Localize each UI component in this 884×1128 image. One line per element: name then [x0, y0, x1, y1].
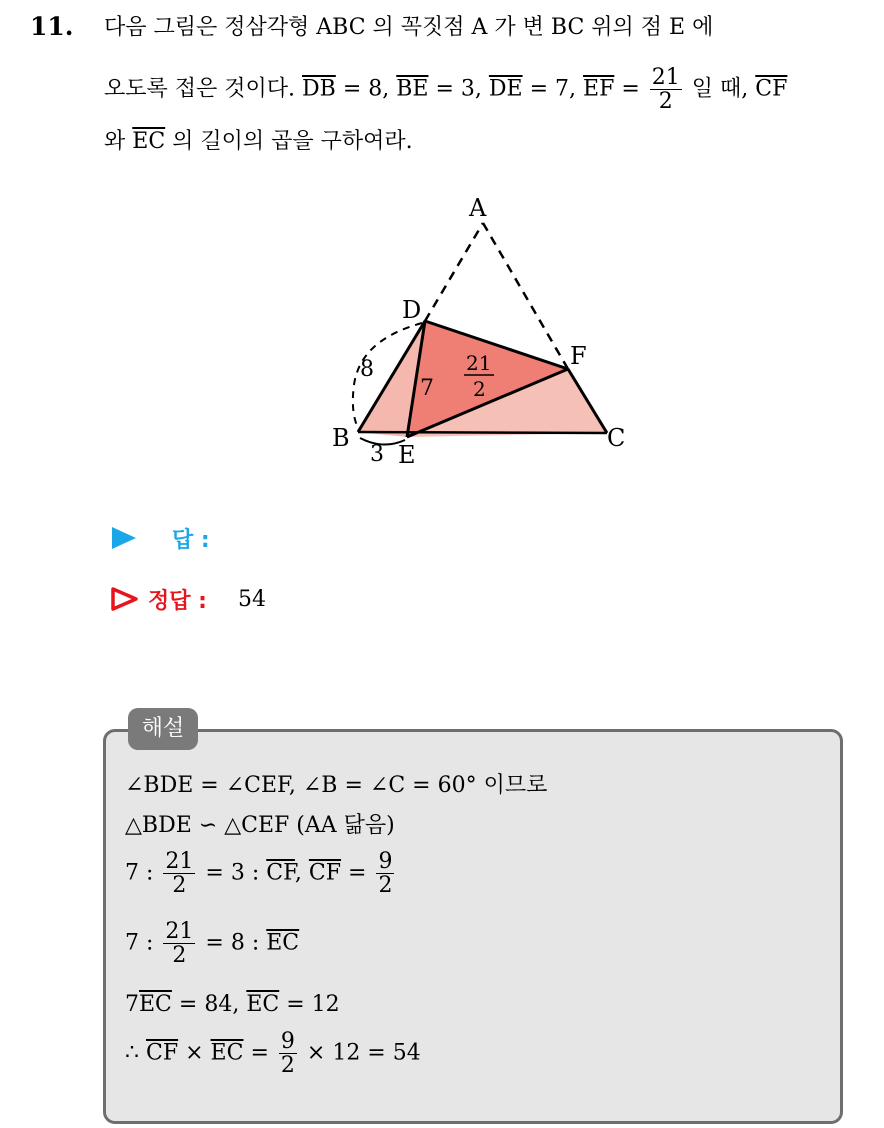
label-d: D: [402, 296, 422, 324]
question-text: 의 길이의 곱을 구하여라.: [172, 129, 413, 154]
fraction-numerator: 9: [378, 849, 393, 874]
value-be: = 3,: [435, 76, 482, 102]
solution-text: = 12: [286, 992, 340, 1017]
correct-arrow-icon: [110, 586, 140, 612]
segment-ec: $\overline{EC}$: [139, 992, 172, 1017]
length-ef-numerator: 21: [466, 351, 492, 375]
fraction: [163, 850, 195, 897]
length-db: 8: [360, 357, 374, 382]
label-c: C: [607, 424, 626, 452]
segment-cf: $\overline{CF}$: [146, 1040, 179, 1066]
therefore-symbol: ∴: [125, 1040, 139, 1066]
segment-ec: $\overline{EC}$: [132, 129, 166, 154]
fraction-numerator: 21: [651, 65, 680, 90]
folded-triangle-figure: [0, 0, 884, 500]
solution-line-2: △BDE ∽ △CEF (AA 닮음): [125, 813, 395, 838]
segment-cf: $\overline{CF}$: [755, 76, 788, 102]
solution-text: = 84,: [178, 992, 240, 1017]
solution-line-4: [125, 920, 299, 967]
equals-sign: =: [348, 860, 367, 886]
fraction-numerator: 21: [165, 849, 194, 874]
question-number: 11.: [30, 12, 74, 41]
solution-text: × 12 = 54: [306, 1040, 421, 1066]
segment-cf: $\overline{CF}$: [308, 860, 342, 886]
question-text: 일 때,: [691, 76, 749, 102]
comma: ,: [294, 860, 302, 886]
correct-answer-label: 정답 :: [148, 589, 207, 614]
answer-arrow-icon: [110, 526, 138, 550]
fraction: [376, 850, 394, 897]
fraction-denominator: 2: [172, 943, 187, 969]
solution-line-1: ∠BDE = ∠CEF, ∠B = ∠C = 60° 이므로: [125, 773, 548, 798]
segment-ec: $\overline{EC}$: [210, 1040, 244, 1066]
segment-ec: $\overline{EC}$: [246, 992, 280, 1017]
fraction: [279, 1030, 297, 1077]
answer-label: 답 :: [172, 528, 210, 553]
solution-text: 7 :: [125, 930, 154, 956]
equals-sign: =: [250, 1040, 269, 1066]
fraction-denominator: 2: [172, 873, 187, 899]
fraction-numerator: 21: [165, 919, 194, 944]
fraction-denominator: 2: [280, 1053, 295, 1079]
solution-line-3: [125, 850, 397, 897]
segment-de: $\overline{DE}$: [488, 76, 523, 102]
fraction-denominator: 2: [658, 89, 673, 115]
segment-be: $\overline{BE}$: [396, 76, 429, 102]
question-text: 와: [104, 129, 126, 154]
solution-text: = 8 :: [205, 930, 260, 956]
equals-sign: =: [621, 76, 640, 102]
segment-ef: $\overline{EF}$: [583, 76, 615, 102]
solution-text: 7: [125, 992, 139, 1017]
correct-answer-value: 54: [238, 587, 266, 612]
solution-text: = 3 :: [205, 860, 260, 886]
label-f: F: [570, 342, 587, 370]
segment-db: $\overline{DB}$: [302, 76, 336, 102]
solution-line-6: [125, 1030, 421, 1077]
length-be: 3: [370, 442, 384, 467]
fraction-numerator: 9: [280, 1029, 295, 1054]
solution-text: 7 :: [125, 860, 154, 886]
question-text: 오도록 접은 것이다.: [104, 76, 295, 102]
segment-cf: $\overline{CF}$: [266, 860, 295, 886]
label-b: B: [332, 424, 350, 452]
question-line-1: 다음 그림은 정삼각형 ABC 의 꼭짓점 A 가 변 BC 위의 점 E 에: [104, 15, 714, 40]
label-a: A: [469, 194, 487, 222]
side-bc: [358, 432, 607, 433]
times-sign: ×: [185, 1040, 204, 1066]
segment-ec: $\overline{EC}$: [266, 930, 300, 956]
value-db: = 8,: [342, 76, 390, 102]
solution-line-5: [125, 992, 340, 1017]
fraction: [163, 920, 195, 967]
dashed-da: [425, 223, 483, 321]
length-ef-denominator: 2: [473, 377, 486, 401]
label-e: E: [398, 441, 416, 469]
value-de: = 7,: [529, 76, 577, 102]
fraction-denominator: 2: [378, 873, 393, 899]
length-de: 7: [420, 376, 434, 401]
solution-tag: 해설: [128, 708, 198, 750]
